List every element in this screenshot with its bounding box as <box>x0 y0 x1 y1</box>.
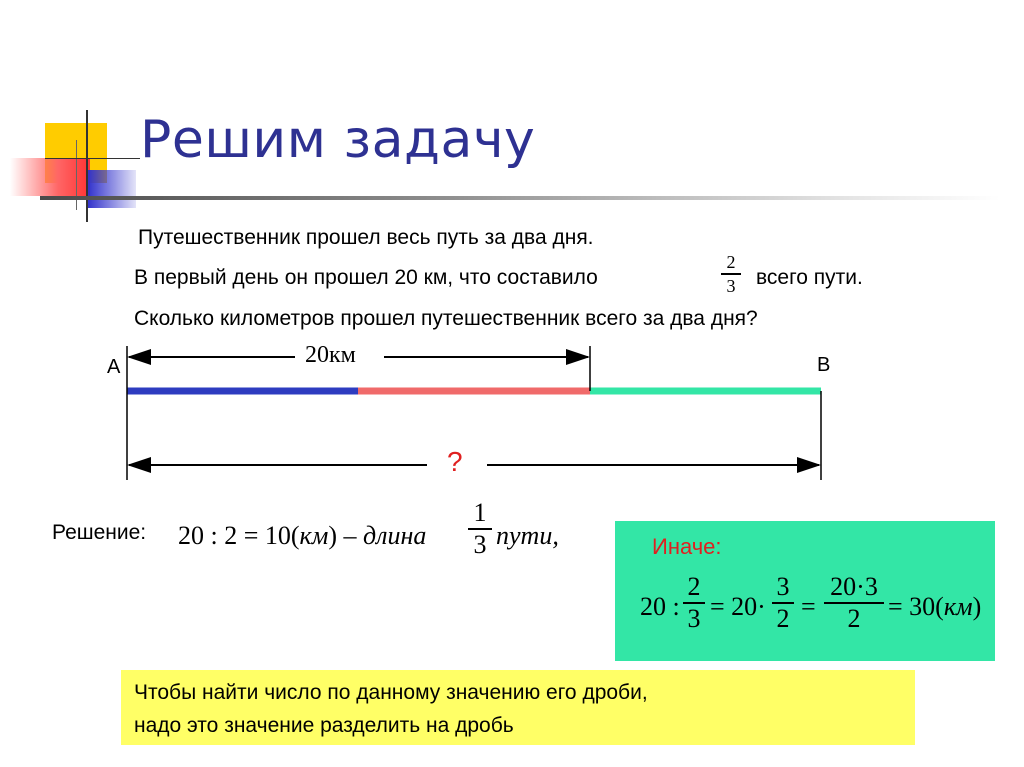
alt-part-4: = 30( <box>888 592 944 621</box>
solution-fraction <box>468 500 492 558</box>
solution-expression <box>178 521 426 551</box>
alternative-label: Иначе: <box>652 534 722 559</box>
solution-label: Решение: <box>52 521 147 544</box>
alt-fraction-2-denominator: 2 <box>776 603 790 633</box>
solution-expr-part-a: 20 : 2 = 10( <box>178 521 300 550</box>
alt-part-2: = 20· <box>710 592 766 621</box>
segment-20km-label: 20км <box>305 342 356 368</box>
alt-fraction-1 <box>683 574 705 632</box>
point-b-label: B <box>817 354 831 376</box>
solution-unit: км <box>299 521 329 550</box>
point-a-label: A <box>107 356 121 378</box>
solution-fraction-numerator: 1 <box>473 498 487 527</box>
solution-tail: пути, <box>496 521 559 550</box>
problem-line-2-end: всего пути. <box>756 266 863 289</box>
alt-part-3: = <box>801 592 816 621</box>
solution-expr-part-b: ) – <box>328 521 357 550</box>
alt-part-5: ) <box>972 592 982 621</box>
alt-fraction-3-denominator: 2 <box>847 603 861 633</box>
rule-line-2: надо это значение разделить на дробь <box>134 714 514 737</box>
alt-fraction-2-numerator: 3 <box>776 572 790 601</box>
problem-line-3: Сколько километров прошел путешественник всего за два дня? <box>134 307 758 330</box>
unknown-total-label: ? <box>447 446 463 477</box>
alt-fraction-2 <box>772 574 794 632</box>
rule-line-1: Чтобы найти число по данному значению его дроби, <box>134 681 648 704</box>
alt-fraction-3-numerator: 20·3 <box>830 572 878 601</box>
alt-fraction-1-numerator: 2 <box>687 572 701 601</box>
problem-line-1: Путешественник прошел весь путь за два дня. <box>138 226 594 249</box>
problem-line-2-start: В первый день он прошел 20 км, что составило <box>134 266 598 289</box>
alt-unit: км <box>943 592 973 621</box>
fraction-denominator: 3 <box>726 275 736 296</box>
solution-word-length: длина <box>362 521 427 550</box>
alt-result <box>888 592 981 622</box>
alt-part-1: 20 : <box>640 592 680 621</box>
solution-fraction-denominator: 3 <box>473 529 487 559</box>
alt-fraction-3 <box>824 574 884 632</box>
fraction-numerator: 2 <box>726 252 736 272</box>
alt-fraction-1-denominator: 3 <box>687 603 701 633</box>
slide-title: Решим задачу <box>140 110 536 170</box>
